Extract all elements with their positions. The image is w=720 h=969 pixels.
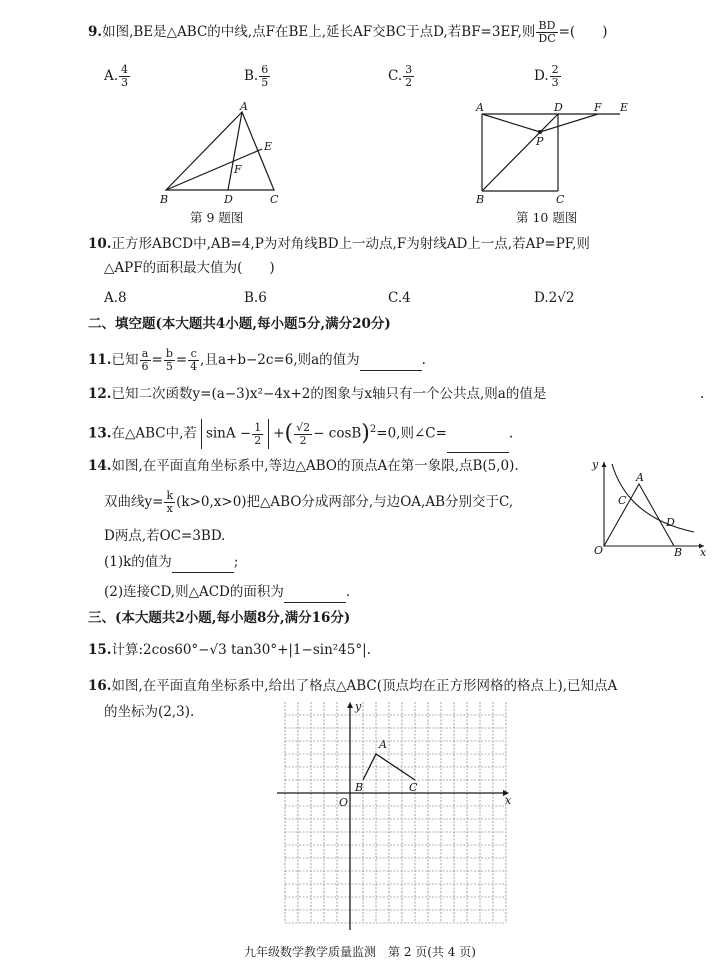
- q9-ratio: $\frac{BD}{DC}$: [538, 19, 556, 45]
- label-a: A: [476, 101, 484, 114]
- label-e: E: [620, 101, 629, 114]
- q9-option-d: D. $\frac{2}{3}$: [534, 63, 559, 89]
- q11: 11.已知 $\frac{a}{6}$ = $\frac{b}{5}$ = $\frac{c}{4}$ ,且a+b−2c=6,则a的值为 .: [88, 347, 426, 373]
- q14-sub2: (2)连接CD,则△ACD的面积为 .: [104, 582, 350, 603]
- q9-stem: [88, 20, 607, 45]
- label-c: C: [618, 494, 627, 507]
- figure-10-square: [470, 96, 640, 208]
- label-f: F: [594, 101, 602, 114]
- axis-label-x: x: [505, 794, 512, 807]
- q15: 15.计算:2cos60°−√3 tan30°+|1−sin²45°|.: [88, 642, 371, 658]
- q9-option-b: B. $\frac{6}{5}$: [244, 63, 269, 89]
- label-b: B: [160, 193, 169, 206]
- label-f: F: [234, 163, 242, 176]
- label-b: B: [355, 781, 364, 794]
- q9-text: 如图,BE是△ABC的中线,点F在BE上,延长AF交BC于点D,若BF=3EF,则: [102, 24, 536, 40]
- q13: 13.在△ABC中,若 sinA − $\frac{1}{2}$ +( $\frac{√2}{2}$ − cosB)$^2$=0,则∠C= .: [88, 412, 513, 453]
- label-p: P: [536, 135, 544, 148]
- axis-label-y: y: [592, 458, 599, 471]
- label-d: D: [666, 516, 675, 529]
- q9-number: 9.: [88, 24, 103, 40]
- section-3-heading: 三、(本大题共2小题,每小题8分,满分16分): [88, 610, 351, 626]
- page-footer: 九年级数学教学质量监测 第 2 页(共 4 页): [244, 945, 476, 959]
- label-b: B: [476, 193, 485, 206]
- label-d: D: [224, 193, 233, 206]
- label-c: C: [270, 193, 279, 206]
- q14-line2: 双曲线y= $\frac{k}{x}$ (k>0,x>0)把△ABO分成两部分,与边OA,AB分别交于C,: [104, 489, 514, 515]
- q14-line1: 14.如图,在平面直角坐标系中,等边△ABO的顶点A在第一象限,点B(5,0).: [88, 458, 519, 474]
- label-a: A: [379, 738, 387, 751]
- label-e: E: [264, 140, 273, 153]
- label-b: B: [674, 546, 683, 558]
- q9-tail: =( ): [558, 24, 608, 40]
- label-a: A: [636, 471, 644, 484]
- q16-line1: 16.如图,在平面直角坐标系中,给出了格点△ABC(顶点均在正方形网格的格点上),已知点A: [88, 678, 618, 694]
- q12-end: .: [700, 386, 705, 402]
- axis-label-y: y: [355, 700, 362, 713]
- q9-option-c: C. $\frac{3}{2}$: [388, 63, 413, 89]
- triangle-abo: [604, 484, 674, 546]
- q10-line1: 10.正方形ABCD中,AB=4,P为对角线BD上一动点,F为射线AD上一点,若AP=PF,则: [88, 236, 590, 252]
- figure-9-triangle: [150, 100, 290, 210]
- q9-option-a: A. $\frac{4}{3}$: [104, 63, 129, 89]
- q14-sub1: (1)k的值为 ;: [104, 552, 238, 573]
- q11-answer-blank: [360, 350, 422, 371]
- segment-ap: [482, 114, 540, 132]
- median-be: [166, 149, 262, 190]
- q10-option-b: B.6: [244, 290, 267, 306]
- label-a: A: [240, 100, 248, 113]
- label-d: D: [554, 101, 563, 114]
- figure-16-grid: [275, 700, 515, 935]
- q10-option-a: A.8: [104, 290, 127, 306]
- q10-option-c: C.4: [388, 290, 411, 306]
- figure-10-caption: 第 10 题图: [516, 210, 578, 225]
- label-c: C: [409, 781, 418, 794]
- q13-answer-blank: [447, 416, 509, 453]
- q10-option-d: D.2√2: [534, 290, 575, 306]
- axis-label-x: x: [700, 546, 707, 558]
- label-o: O: [594, 544, 604, 557]
- label-o: O: [339, 796, 349, 809]
- figure-14-hyperbola: [590, 456, 710, 558]
- section-2-heading: 二、填空题(本大题共4小题,每小题5分,满分20分): [88, 316, 391, 332]
- q14-line3: D两点,若OC=3BD.: [104, 528, 226, 544]
- figure-9-caption: 第 9 题图: [190, 210, 244, 225]
- q16-line2: 的坐标为(2,3).: [104, 704, 195, 720]
- q12: 12.已知二次函数y=(a−3)x²−4x+2的图象与x轴只有一个公共点,则a的值是: [88, 386, 547, 402]
- q10-line2: △APF的面积最大值为( ): [104, 260, 275, 276]
- label-c: C: [556, 193, 565, 206]
